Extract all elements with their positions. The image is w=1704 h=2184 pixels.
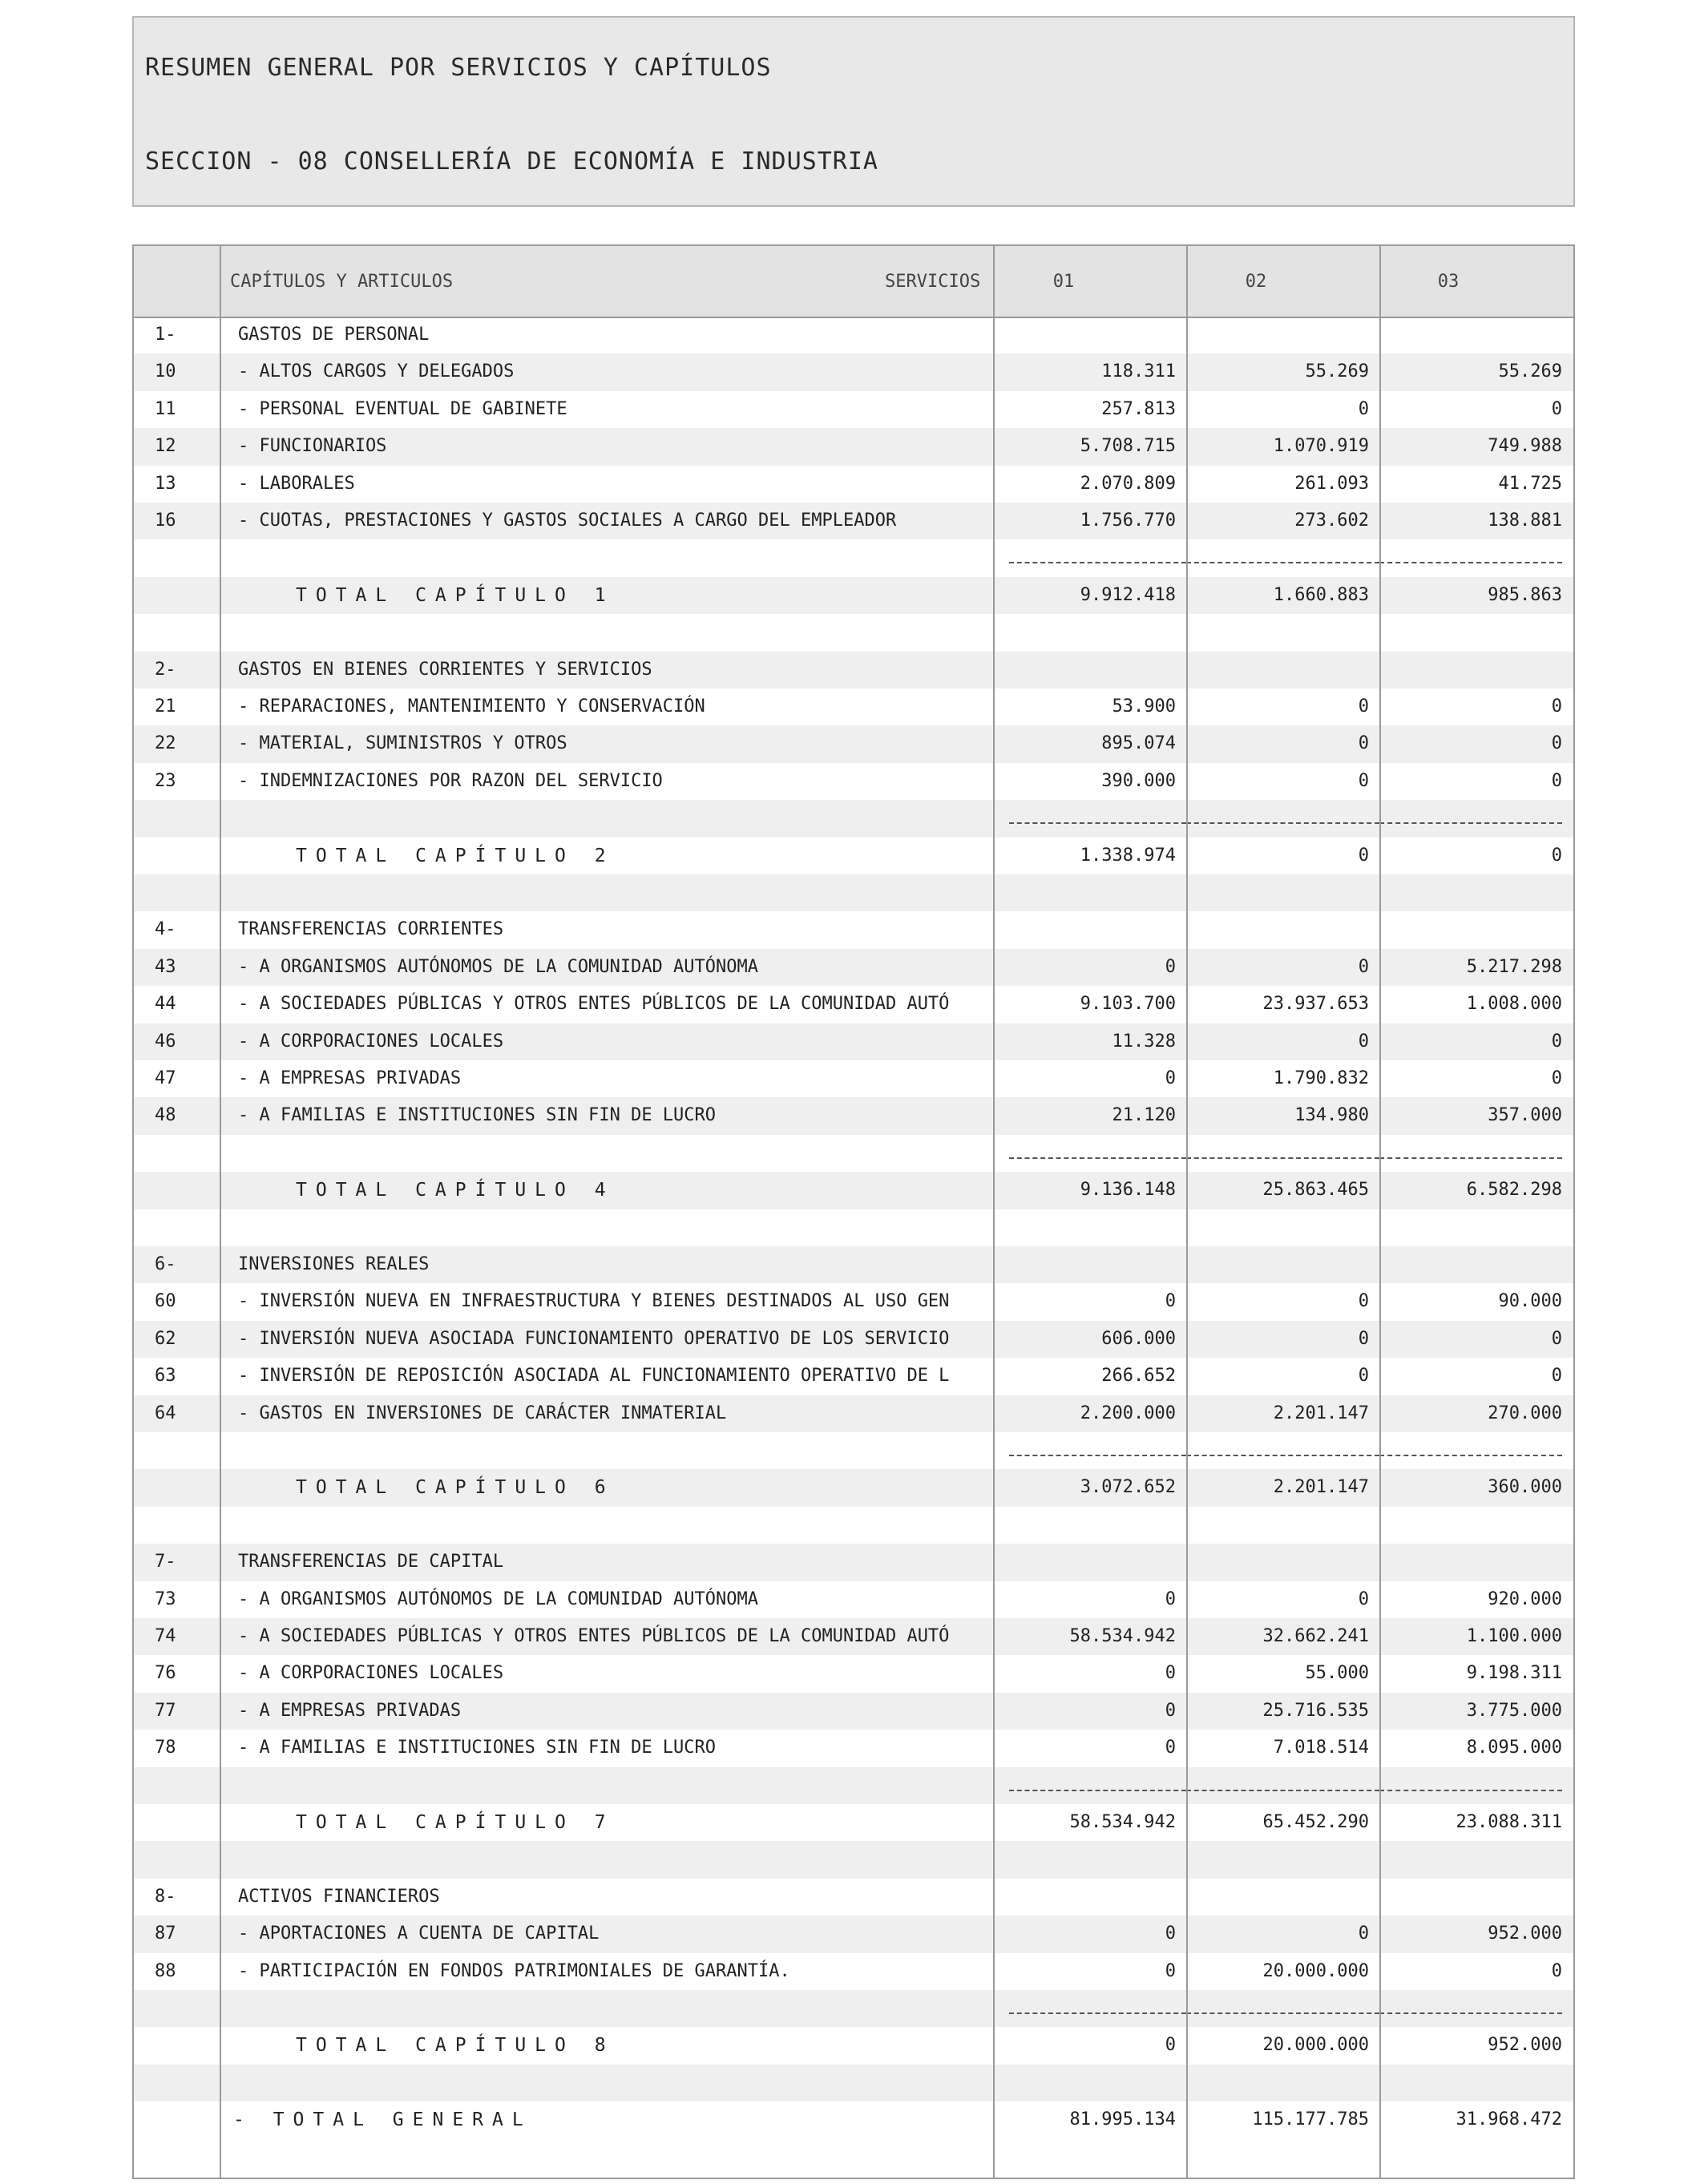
value-col-01: 58.534.942 bbox=[1069, 1812, 1176, 1832]
value-col-02: 0 bbox=[1358, 398, 1369, 419]
chapter-total-row bbox=[134, 577, 1573, 614]
row-code: 21 bbox=[155, 696, 176, 717]
value-col-03: 90.000 bbox=[1498, 1291, 1562, 1312]
value-col-01: 0 bbox=[1165, 1738, 1176, 1758]
dashed-separator bbox=[1009, 1455, 1186, 1456]
row-code: 64 bbox=[155, 1403, 176, 1423]
section-title: SECCION - 08 CONSELLERÍA DE ECONOMÍA E INDUSTRIA bbox=[145, 147, 878, 176]
value-col-02: 115.177.785 bbox=[1252, 2109, 1369, 2130]
article-label: - FUNCIONARIOS bbox=[238, 436, 387, 457]
value-col-01: 2.200.000 bbox=[1080, 1403, 1176, 1423]
column-divider bbox=[1379, 246, 1381, 2178]
article-label: - CUOTAS, PRESTACIONES Y GASTOS SOCIALES A CARGO DEL EMPLEADOR bbox=[238, 511, 897, 531]
row-code: 44 bbox=[155, 994, 176, 1015]
value-col-02: 2.201.147 bbox=[1273, 1403, 1369, 1423]
value-col-01: 118.311 bbox=[1101, 361, 1176, 382]
article-label: - INDEMNIZACIONES POR RAZON DEL SERVICIO bbox=[238, 770, 663, 791]
value-col-03: 1.008.000 bbox=[1466, 994, 1562, 1015]
value-col-02: 25.716.535 bbox=[1262, 1700, 1369, 1721]
value-col-01: 2.070.809 bbox=[1080, 473, 1176, 494]
value-col-01: 81.995.134 bbox=[1069, 2109, 1176, 2130]
value-col-03: 360.000 bbox=[1488, 1477, 1562, 1498]
value-col-02: 261.093 bbox=[1294, 473, 1369, 494]
article-label: - A EMPRESAS PRIVADAS bbox=[238, 1700, 462, 1721]
value-col-01: 53.900 bbox=[1112, 696, 1176, 717]
value-col-02: 0 bbox=[1358, 1924, 1369, 1944]
value-col-03: 920.000 bbox=[1488, 1589, 1562, 1609]
chapter-label: TRANSFERENCIAS DE CAPITAL bbox=[238, 1552, 504, 1572]
value-col-01: 9.136.148 bbox=[1080, 1180, 1176, 1201]
grand-total-label: - TOTAL GENERAL bbox=[233, 2109, 532, 2131]
article-label: - A CORPORACIONES LOCALES bbox=[238, 1031, 504, 1052]
article-label: - INVERSIÓN NUEVA EN INFRAESTRUCTURA Y BIENES DESTINADOS AL USO GEN bbox=[238, 1291, 950, 1312]
value-col-01: 266.652 bbox=[1101, 1366, 1176, 1387]
blank-row bbox=[134, 874, 1573, 911]
dashed-separator bbox=[1379, 822, 1562, 824]
value-col-02: 0 bbox=[1358, 1031, 1369, 1052]
value-col-03: 9.198.311 bbox=[1466, 1663, 1562, 1684]
chapter-row bbox=[134, 911, 1573, 948]
row-code: 87 bbox=[155, 1924, 176, 1944]
value-col-01: 21.120 bbox=[1112, 1105, 1176, 1126]
table-row bbox=[134, 1395, 1573, 1432]
value-col-03: 31.968.472 bbox=[1456, 2109, 1562, 2130]
table-header bbox=[134, 246, 1573, 318]
table-row bbox=[134, 1097, 1573, 1134]
value-col-01: 0 bbox=[1165, 2035, 1176, 2056]
value-col-01: 0 bbox=[1165, 1291, 1176, 1312]
value-col-02: 32.662.241 bbox=[1262, 1626, 1369, 1646]
row-code: 43 bbox=[155, 956, 176, 977]
table-row bbox=[134, 688, 1573, 725]
table-row bbox=[134, 763, 1573, 800]
row-code: 77 bbox=[155, 1700, 176, 1721]
table-row bbox=[134, 503, 1573, 539]
chapter-row bbox=[134, 317, 1573, 353]
table-row bbox=[134, 428, 1573, 465]
grand-total-row bbox=[134, 2101, 1573, 2138]
table-row bbox=[134, 1023, 1573, 1060]
chapter-total-label: TOTAL CAPÍTULO 7 bbox=[296, 1812, 615, 1833]
value-col-03: 1.100.000 bbox=[1466, 1626, 1562, 1646]
value-col-03: 749.988 bbox=[1488, 436, 1562, 457]
column-divider bbox=[993, 246, 995, 2178]
table-row bbox=[134, 391, 1573, 428]
table-row bbox=[134, 949, 1573, 986]
chapter-label: INVERSIONES REALES bbox=[238, 1254, 430, 1274]
article-label: - PERSONAL EVENTUAL DE GABINETE bbox=[238, 398, 567, 419]
row-code: 12 bbox=[155, 436, 176, 457]
column-divider bbox=[1186, 246, 1188, 2178]
row-code: 7- bbox=[155, 1552, 176, 1572]
value-col-01: 0 bbox=[1165, 1663, 1176, 1684]
value-col-02: 55.269 bbox=[1305, 361, 1369, 382]
value-col-01: 895.074 bbox=[1101, 733, 1176, 754]
value-col-03: 41.725 bbox=[1498, 473, 1562, 494]
chapter-total-label: TOTAL CAPÍTULO 1 bbox=[296, 584, 615, 606]
value-col-01: 11.328 bbox=[1112, 1031, 1176, 1052]
header-col-02: 02 bbox=[1245, 272, 1267, 292]
dashed-separator bbox=[1009, 2012, 1186, 2014]
value-col-03: 0 bbox=[1551, 398, 1562, 419]
row-code: 48 bbox=[155, 1105, 176, 1126]
report-title: RESUMEN GENERAL POR SERVICIOS Y CAPÍTULOS bbox=[145, 54, 772, 82]
article-label: - REPARACIONES, MANTENIMIENTO Y CONSERVACIÓN bbox=[238, 696, 705, 717]
column-divider bbox=[220, 246, 221, 2178]
dashed-separator bbox=[1186, 1455, 1379, 1456]
value-col-03: 0 bbox=[1551, 1366, 1562, 1387]
blank-row bbox=[134, 1209, 1573, 1246]
dashed-separator bbox=[1009, 1790, 1186, 1791]
value-col-01: 5.708.715 bbox=[1080, 436, 1176, 457]
value-col-03: 270.000 bbox=[1488, 1403, 1562, 1423]
dashed-separator bbox=[1009, 1157, 1186, 1159]
value-col-02: 1.790.832 bbox=[1273, 1068, 1369, 1088]
chapter-label: GASTOS EN BIENES CORRIENTES Y SERVICIOS bbox=[238, 659, 652, 680]
value-col-02: 23.937.653 bbox=[1262, 994, 1369, 1015]
table-row bbox=[134, 1618, 1573, 1655]
article-label: - INVERSIÓN NUEVA ASOCIADA FUNCIONAMIENTO OPERATIVO DE LOS SERVICIO bbox=[238, 1328, 950, 1349]
row-code: 46 bbox=[155, 1031, 176, 1052]
table-row bbox=[134, 1693, 1573, 1730]
separator-row bbox=[134, 1432, 1573, 1469]
article-label: - PARTICIPACIÓN EN FONDOS PATRIMONIALES DE GARANTÍA. bbox=[238, 1960, 790, 1981]
table-row bbox=[134, 1283, 1573, 1320]
blank-row bbox=[134, 1841, 1573, 1878]
header-col-03: 03 bbox=[1437, 272, 1460, 292]
value-col-03: 0 bbox=[1551, 696, 1562, 717]
dashed-separator bbox=[1186, 1157, 1379, 1159]
table-row bbox=[134, 1655, 1573, 1692]
table-row bbox=[134, 1060, 1573, 1097]
header-servicios: SERVICIOS bbox=[885, 272, 981, 292]
value-col-02: 134.980 bbox=[1294, 1105, 1369, 1126]
article-label: - A SOCIEDADES PÚBLICAS Y OTROS ENTES PÚBLICOS DE LA COMUNIDAD AUTÓ bbox=[238, 994, 950, 1015]
table-row bbox=[134, 1916, 1573, 1952]
row-code: 74 bbox=[155, 1626, 176, 1646]
value-col-03: 952.000 bbox=[1488, 1924, 1562, 1944]
article-label: - A FAMILIAS E INSTITUCIONES SIN FIN DE LUCRO bbox=[238, 1105, 717, 1126]
value-col-03: 6.582.298 bbox=[1466, 1180, 1562, 1201]
chapter-total-row bbox=[134, 1469, 1573, 1506]
row-code: 6- bbox=[155, 1254, 176, 1274]
row-code: 88 bbox=[155, 1960, 176, 1981]
chapter-total-label: TOTAL CAPÍTULO 6 bbox=[296, 1477, 615, 1499]
value-col-02: 2.201.147 bbox=[1273, 1477, 1369, 1498]
value-col-03: 0 bbox=[1551, 1328, 1562, 1349]
row-code: 63 bbox=[155, 1366, 176, 1387]
chapter-total-row bbox=[134, 1804, 1573, 1841]
value-col-02: 65.452.290 bbox=[1262, 1812, 1369, 1832]
row-code: 4- bbox=[155, 919, 176, 940]
value-col-03: 0 bbox=[1551, 1960, 1562, 1981]
table-row bbox=[134, 1581, 1573, 1618]
value-col-03: 0 bbox=[1551, 733, 1562, 754]
chapter-total-label: TOTAL CAPÍTULO 2 bbox=[296, 845, 615, 866]
value-col-02: 0 bbox=[1358, 845, 1369, 866]
row-code: 10 bbox=[155, 361, 176, 382]
row-code: 47 bbox=[155, 1068, 176, 1088]
chapter-total-label: TOTAL CAPÍTULO 4 bbox=[296, 1180, 615, 1201]
dashed-separator bbox=[1379, 1455, 1562, 1456]
value-col-03: 23.088.311 bbox=[1456, 1812, 1562, 1832]
chapter-row bbox=[134, 1544, 1573, 1580]
value-col-01: 3.072.652 bbox=[1080, 1477, 1176, 1498]
value-col-02: 0 bbox=[1358, 696, 1369, 717]
table-row bbox=[134, 466, 1573, 503]
separator-row bbox=[134, 539, 1573, 576]
dashed-separator bbox=[1186, 1790, 1379, 1791]
dashed-separator bbox=[1379, 562, 1562, 563]
value-col-02: 7.018.514 bbox=[1273, 1738, 1369, 1758]
value-col-03: 0 bbox=[1551, 1068, 1562, 1088]
value-col-02: 0 bbox=[1358, 1589, 1369, 1609]
table-row bbox=[134, 1953, 1573, 1990]
value-col-03: 0 bbox=[1551, 1031, 1562, 1052]
blank-row bbox=[134, 2065, 1573, 2101]
row-code: 76 bbox=[155, 1663, 176, 1684]
value-col-01: 0 bbox=[1165, 956, 1176, 977]
table-row bbox=[134, 1321, 1573, 1358]
row-code: 22 bbox=[155, 733, 176, 754]
value-col-01: 0 bbox=[1165, 1700, 1176, 1721]
row-code: 13 bbox=[155, 473, 176, 494]
row-code: 11 bbox=[155, 398, 176, 419]
article-label: - LABORALES bbox=[238, 473, 355, 494]
table-row bbox=[134, 1730, 1573, 1766]
value-col-01: 1.338.974 bbox=[1080, 845, 1176, 866]
value-col-02: 0 bbox=[1358, 1291, 1369, 1312]
value-col-03: 138.881 bbox=[1488, 511, 1562, 531]
chapter-total-label: TOTAL CAPÍTULO 8 bbox=[296, 2035, 615, 2057]
row-code: 23 bbox=[155, 770, 176, 791]
value-col-02: 1.070.919 bbox=[1273, 436, 1369, 457]
chapter-total-row bbox=[134, 1172, 1573, 1209]
row-code: 2- bbox=[155, 659, 176, 680]
value-col-02: 0 bbox=[1358, 956, 1369, 977]
table-row bbox=[134, 1358, 1573, 1395]
value-col-02: 20.000.000 bbox=[1262, 1960, 1369, 1981]
table-row bbox=[134, 725, 1573, 762]
chapter-label: GASTOS DE PERSONAL bbox=[238, 325, 430, 345]
dashed-separator bbox=[1379, 2012, 1562, 2014]
value-col-03: 985.863 bbox=[1488, 584, 1562, 605]
table-row bbox=[134, 986, 1573, 1023]
article-label: - A ORGANISMOS AUTÓNOMOS DE LA COMUNIDAD AUTÓNOMA bbox=[238, 1589, 759, 1609]
chapter-total-row bbox=[134, 838, 1573, 874]
chapter-total-row bbox=[134, 2027, 1573, 2064]
value-col-02: 0 bbox=[1358, 733, 1369, 754]
value-col-01: 257.813 bbox=[1101, 398, 1176, 419]
value-col-02: 0 bbox=[1358, 770, 1369, 791]
dashed-separator bbox=[1186, 822, 1379, 824]
chapter-row bbox=[134, 1246, 1573, 1283]
report-title-box bbox=[132, 16, 1575, 207]
dashed-separator bbox=[1379, 1790, 1562, 1791]
article-label: - A SOCIEDADES PÚBLICAS Y OTROS ENTES PÚBLICOS DE LA COMUNIDAD AUTÓ bbox=[238, 1626, 950, 1646]
article-label: - GASTOS EN INVERSIONES DE CARÁCTER INMATERIAL bbox=[238, 1403, 727, 1423]
article-label: - ALTOS CARGOS Y DELEGADOS bbox=[238, 361, 515, 382]
value-col-01: 390.000 bbox=[1101, 770, 1176, 791]
value-col-02: 20.000.000 bbox=[1262, 2035, 1369, 2056]
value-col-02: 25.863.465 bbox=[1262, 1180, 1369, 1201]
value-col-01: 0 bbox=[1165, 1068, 1176, 1088]
article-label: - APORTACIONES A CUENTA DE CAPITAL bbox=[238, 1924, 600, 1944]
budget-table bbox=[132, 244, 1575, 2179]
chapter-row bbox=[134, 652, 1573, 688]
dashed-separator bbox=[1186, 2012, 1379, 2014]
value-col-03: 55.269 bbox=[1498, 361, 1562, 382]
value-col-02: 55.000 bbox=[1305, 1663, 1369, 1684]
dashed-separator bbox=[1379, 1157, 1562, 1159]
row-code: 78 bbox=[155, 1738, 176, 1758]
row-code: 8- bbox=[155, 1886, 176, 1907]
separator-row bbox=[134, 800, 1573, 837]
row-code: 73 bbox=[155, 1589, 176, 1609]
header-col-01: 01 bbox=[1052, 272, 1075, 292]
dashed-separator bbox=[1186, 562, 1379, 563]
article-label: - MATERIAL, SUMINISTROS Y OTROS bbox=[238, 733, 567, 754]
row-code: 62 bbox=[155, 1328, 176, 1349]
article-label: - A FAMILIAS E INSTITUCIONES SIN FIN DE LUCRO bbox=[238, 1738, 717, 1758]
value-col-02: 273.602 bbox=[1294, 511, 1369, 531]
separator-row bbox=[134, 1135, 1573, 1172]
article-label: - INVERSIÓN DE REPOSICIÓN ASOCIADA AL FUNCIONAMIENTO OPERATIVO DE L bbox=[238, 1366, 950, 1387]
separator-row bbox=[134, 1767, 1573, 1804]
value-col-01: 9.103.700 bbox=[1080, 994, 1176, 1015]
value-col-01: 0 bbox=[1165, 1960, 1176, 1981]
dashed-separator bbox=[1009, 562, 1186, 563]
value-col-02: 0 bbox=[1358, 1366, 1369, 1387]
row-code: 1- bbox=[155, 325, 176, 345]
value-col-03: 0 bbox=[1551, 845, 1562, 866]
value-col-01: 0 bbox=[1165, 1589, 1176, 1609]
value-col-02: 1.660.883 bbox=[1273, 584, 1369, 605]
value-col-03: 357.000 bbox=[1488, 1105, 1562, 1126]
value-col-03: 8.095.000 bbox=[1466, 1738, 1562, 1758]
value-col-03: 0 bbox=[1551, 770, 1562, 791]
value-col-01: 606.000 bbox=[1101, 1328, 1176, 1349]
blank-row bbox=[134, 614, 1573, 651]
value-col-02: 0 bbox=[1358, 1328, 1369, 1349]
header-capitulos: CAPÍTULOS Y ARTICULOS bbox=[230, 272, 454, 292]
value-col-01: 0 bbox=[1165, 1924, 1176, 1944]
article-label: - A CORPORACIONES LOCALES bbox=[238, 1663, 504, 1684]
value-col-01: 9.912.418 bbox=[1080, 584, 1176, 605]
value-col-01: 58.534.942 bbox=[1069, 1626, 1176, 1646]
separator-row bbox=[134, 1990, 1573, 2027]
value-col-01: 1.756.770 bbox=[1080, 511, 1176, 531]
article-label: - A ORGANISMOS AUTÓNOMOS DE LA COMUNIDAD AUTÓNOMA bbox=[238, 956, 759, 977]
dashed-separator bbox=[1009, 822, 1186, 824]
value-col-03: 5.217.298 bbox=[1466, 956, 1562, 977]
chapter-label: TRANSFERENCIAS CORRIENTES bbox=[238, 919, 504, 940]
blank-row bbox=[134, 1507, 1573, 1544]
chapter-label: ACTIVOS FINANCIEROS bbox=[238, 1886, 440, 1907]
table-row bbox=[134, 353, 1573, 390]
article-label: - A EMPRESAS PRIVADAS bbox=[238, 1068, 462, 1088]
value-col-03: 3.775.000 bbox=[1466, 1700, 1562, 1721]
chapter-row bbox=[134, 1879, 1573, 1916]
row-code: 16 bbox=[155, 511, 176, 531]
row-code: 60 bbox=[155, 1291, 176, 1312]
value-col-03: 952.000 bbox=[1488, 2035, 1562, 2056]
